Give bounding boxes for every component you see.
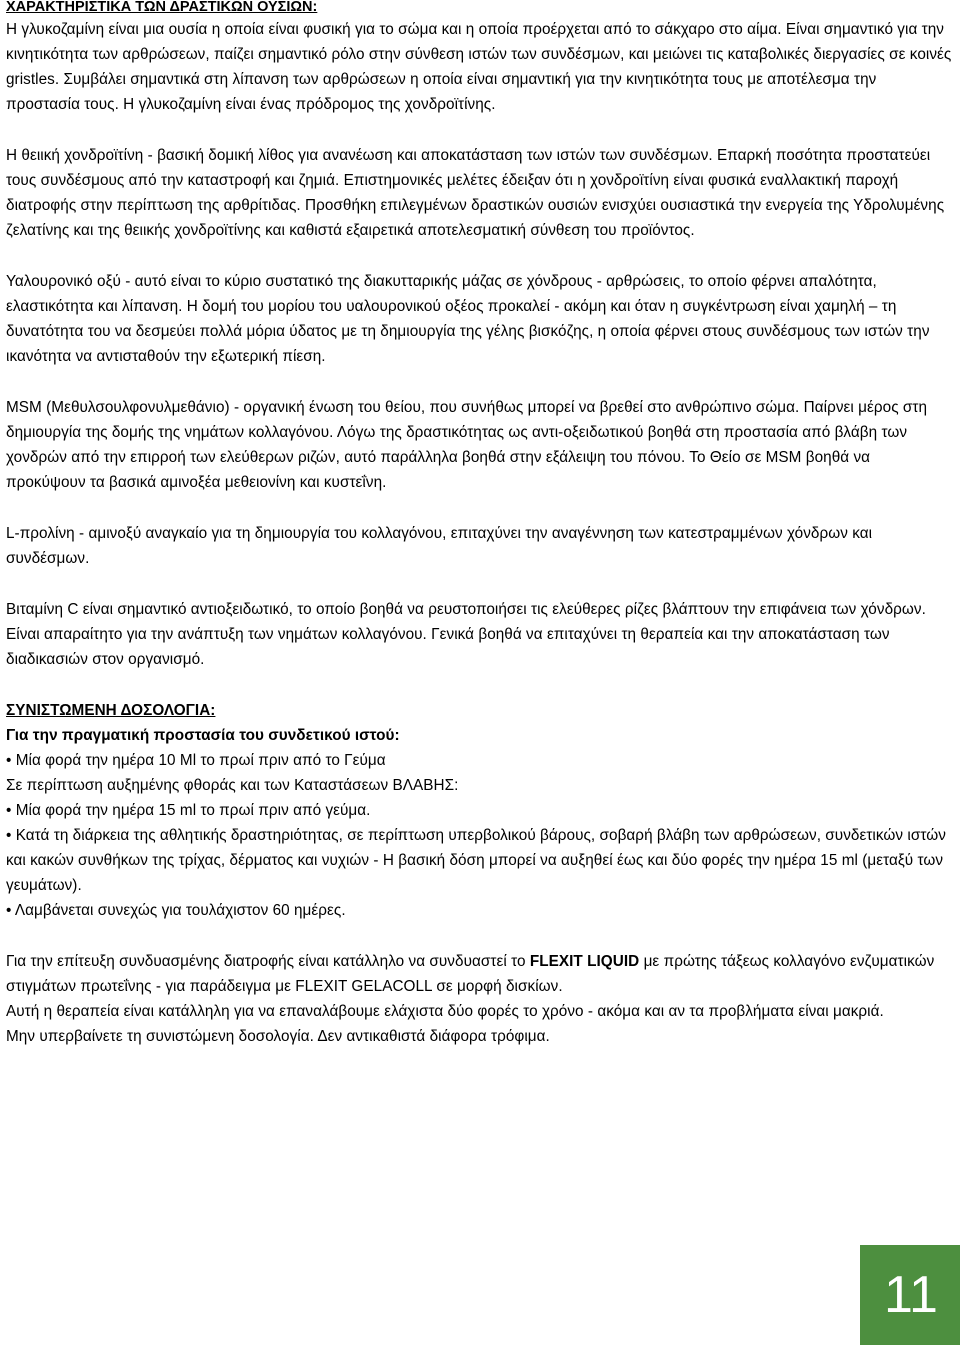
dose-line-3: • Κατά τη διάρκεια της αθλητικής δραστηριότητας, σε περίπτωση υπερβολικού βάρους, σοβαρή βλάβη των αρθρώσεων, συνδετικών ιστών και κακών συνθήκων της τρίχας, δέρματος και νυχιών - Η βασική δόση μπορεί να αυξηθεί έως και δύο φορές την ημέρα 15 ml (μεταξύ των γευμάτων).	[6, 827, 946, 894]
dose-line-1: • Μία φορά την ημέρα 10 Ml το πρωί πριν από το Γεύμα	[6, 752, 386, 769]
glucosamine-paragraph	[6, 17, 954, 117]
therapy-paragraph: Αυτή η θεραπεία είναι κατάλληλη για να επαναλάβουμε ελάχιστα δύο φορές το χρόνο - ακόμα και αν τα προβλήματα είναι μακριά.	[6, 1003, 884, 1020]
combo-text-pre: Για την επίτευξη συνδυασμένης διατροφής είναι κατάλληλο να συνδυαστεί το	[6, 953, 530, 970]
section-heading: ΧΑΡΑΚΤΗΡΙΣΤΙΚΑ ΤΩΝ ΔΡΑΣΤΙΚΩΝ ΟΥΣΙΩΝ:	[6, 0, 318, 15]
proline-paragraph: L-προλίνη - αμινοξύ αναγκαίο για τη δημιουργία του κολλαγόνου, επιταχύνει την αναγέννηση των κατεστραμμένων χόνδρων και συνδέσμων.	[6, 525, 873, 567]
page-number-badge: 11	[860, 1245, 960, 1345]
glucosamine-text-b: Συμβάλει σημαντικά στη λίπανση των αρθρώσεων η οποία είναι σημαντική για την κινητικότητα τους με αποτέλεσμα την προστασία τους. Η γλυκοζαμίνη είναι ένας πρόδρομος της χονδροϊτίνης.	[6, 71, 877, 113]
combo-text-post: με πρώτης τάξεως κολλαγόνο ενζυματικών στιγμάτων πρωτεΐνης - για παράδειγμα με FLEXIT GELACOLL σε μορφή δισκίων.	[6, 953, 935, 995]
product-name: FLEXIT LIQUID	[529, 953, 640, 970]
document-body	[6, 0, 954, 1049]
dose-line-4: • Λαμβάνεται συνεχώς για τουλάχιστον 60 ημέρες.	[6, 902, 346, 919]
combination-paragraph	[6, 949, 954, 999]
hyaluronic-paragraph: Υαλουρονικό οξύ - αυτό είναι το κύριο συστατικό της διακυτταρικής μάζας σε χόνδρους - αρθρώσεις, το οποίο φέρνει απαλότητα, ελαστικότητα και λίπανση. Η δομή του μορίου του υαλουρονικού οξέος προκαλεί - ακόμη και όταν η συγκέντρωση είναι χαμηλή – τη δυνατότητα του να δεσμεύει πολλά μόρια ύδατος με τη δημιουργία της γέλης βισκόζης, η οποία φέρνει στους συνδέσμους των ιστών την ικανότητα να αντισταθούν την εξωτερική πίεση.	[6, 273, 930, 365]
glucosamine-text-a: Η γλυκοζαμίνη είναι μια ουσία η οποία είναι φυσική για το σώμα και η οποία προέρχεται από το σάκχαρο στο αίμα. Είναι σημαντικό για την κινητικότητα των αρθρώσεων, παίζει σημαντικό ρόλο στην σύνθεση ιστών των συνδέσμων, και μειώνει τις καταβολικές διεργασίες σε κοινές gristles.	[6, 21, 952, 88]
vitamin-c-paragraph: Βιταμίνη C είναι σημαντικό αντιοξειδωτικό, το οποίο βοηθά να ρευστοποιήσει τις ελεύθερες ρίζες βλάπτουν την επιφάνεια των χόνδρων. Είναι απαραίτητο για την ανάπτυξη των νημάτων κολλαγόνου. Γενικά βοηθά να επιταχύνει τη θεραπεία και την αποκατάσταση των διαδικασιών στον οργανισμό.	[6, 601, 926, 668]
msm-paragraph: MSM (Μεθυλσουλφονυλμεθάνιο) - οργανική ένωση του θείου, που συνήθως μπορεί να βρεθεί στο ανθρώπινο σώμα. Παίρνει μέρος στη δημιουργία της δομής της νημάτων κολλαγόνου. Λόγω της δραστικότητας ως αντι-οξειδωτικού βοηθά στη προστασία από βλάβη των χονδρών από την επιρροή των ελεύθερων ριζών, αυτό παράλληλα βοηθά στην εξάλειψη του πόνου. Το Θείο σε MSM βοηθά να προκύψουν τα βασικά αμινοξέα μεθειονίνη και κυστεΐνη.	[6, 399, 928, 491]
dose-case-line: Σε περίπτωση αυξημένης φθοράς και των Καταστάσεων ΒΛΑΒΗΣ:	[6, 777, 459, 794]
dosage-subheading: Για την πραγματική προστασία του συνδετικού ιστού:	[6, 727, 400, 744]
dose-line-2: • Μία φορά την ημέρα 15 ml το πρωί πριν από γεύμα.	[6, 802, 371, 819]
chondroitin-paragraph: Η θειική χονδροϊτίνη - βασική δομική λίθος για ανανέωση και αποκατάσταση των ιστών των συνδέσμων. Επαρκή ποσότητα προστατεύει τους συνδέσμους από την καταστροφή και ζημιά. Επιστημονικές μελέτες έδειξαν ότι η χονδροϊτίνη είναι φυσικά εναλλακτική παροχή διατροφής στην περίπτωση της αρθρίτιδας. Προσθήκη επιλεγμένων δραστικών ουσιών ενισχύει ουσιαστικά την ενεργεία της Υδρολυμένης ζελατίνης και της θειικής χονδροϊτίνης και καθιστά εξαιρετικά αποτελεσματική σύνθεση του προϊόντος.	[6, 147, 945, 239]
dosage-heading: ΣΥΝΙΣΤΩΜΕΝΗ ΔΟΣΟΛΟΓΙΑ:	[6, 702, 216, 719]
warning-paragraph: Μην υπερβαίνετε τη συνιστώμενη δοσολογία. Δεν αντικαθιστά διάφορα τρόφιμα.	[6, 1028, 550, 1045]
